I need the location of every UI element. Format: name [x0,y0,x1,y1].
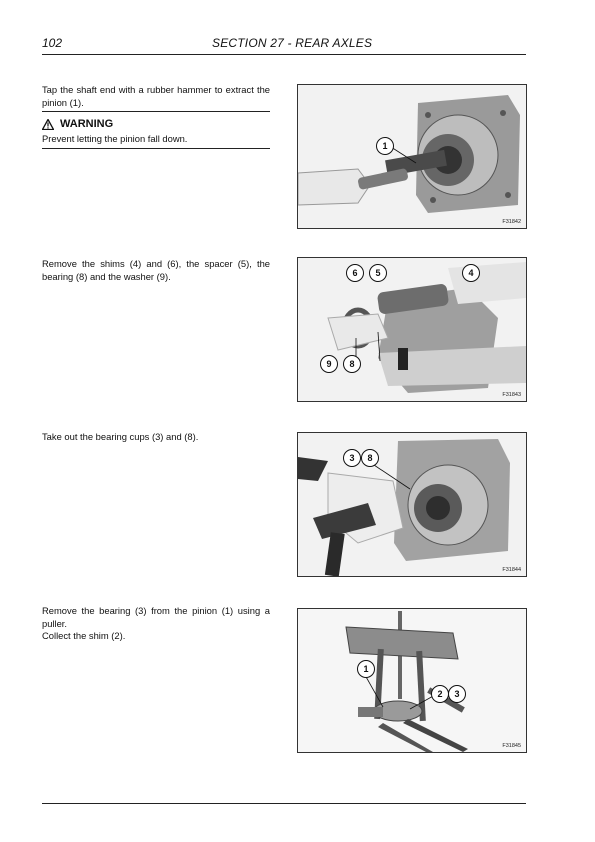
page-number: 102 [42,36,63,50]
warning-label: WARNING [60,118,114,130]
warning-text: Prevent letting the pinion fall down. [42,133,188,144]
callout-1: 1 [357,660,375,678]
figure-3 [297,432,527,577]
callout-8: 8 [361,449,379,467]
figure-3-photo [298,433,526,576]
callout-9: 9 [320,355,338,373]
callout-6: 6 [346,264,364,282]
figure-code: F31844 [502,567,521,573]
warning-title [42,118,113,130]
step-4-text [42,605,270,643]
step-3-text: Take out the bearing cups (3) and (8). [42,431,199,442]
callout-8: 8 [343,355,361,373]
callout-5: 5 [369,264,387,282]
figure-code: F31842 [502,219,521,225]
step-1-text: Tap the shaft end with a rubber hammer to extract the pinion (1). [42,84,270,108]
step-4-line-1: Remove the bearing (3) from the pinion (1) using a puller. [42,605,270,629]
figure-1 [297,84,527,229]
callout-1: 1 [376,137,394,155]
page-header [42,36,526,55]
figure-2 [297,257,527,402]
step-2-text: Remove the shims (4) and (6), the spacer (5), the bearing (8) and the washer (9). [42,258,270,282]
callout-2: 2 [431,685,449,703]
figure-2-photo [298,258,526,401]
callout-4: 4 [462,264,480,282]
figure-4 [297,608,527,753]
figure-code: F31845 [502,743,521,749]
figure-code: F31843 [502,392,521,398]
warning-box [42,111,270,149]
step-4-line-2: Collect the shim (2). [42,630,126,641]
callout-3: 3 [343,449,361,467]
warning-triangle-icon [42,119,54,130]
figure-4-photo [298,609,526,752]
footer-rule [42,803,526,804]
section-title: SECTION 27 - REAR AXLES [212,36,373,50]
figure-1-photo [298,85,526,228]
callout-3: 3 [448,685,466,703]
